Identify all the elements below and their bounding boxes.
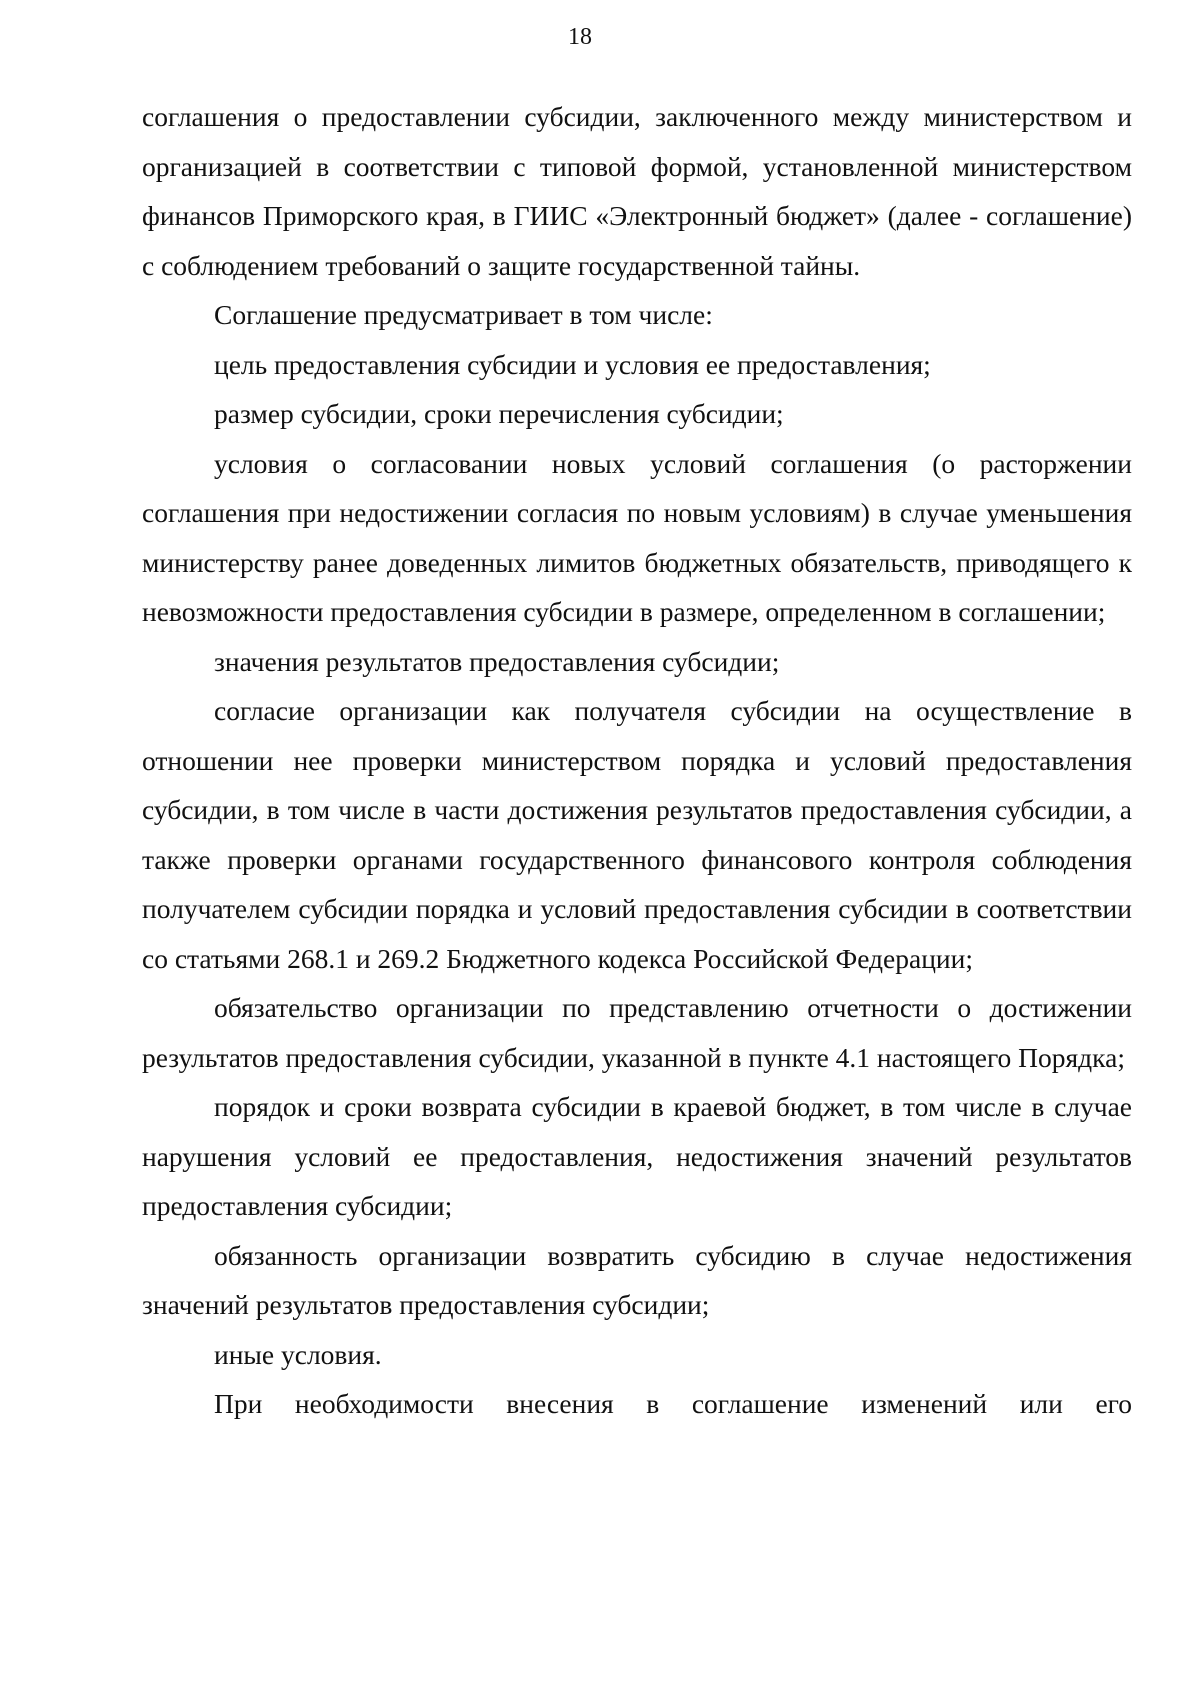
paragraph-agreement-provides: Соглашение предусматривает в том числе:: [214, 299, 713, 330]
paragraph-refund-procedure: порядок и сроки возврата субсидии в краевой бюджет, в том числе в случае нарушения условий ее предоставления, недостижения значений результатов предоставления субсидии;: [142, 1091, 1132, 1221]
paragraph-new-conditions: условия о согласовании новых условий соглашения (о расторжении соглашения при недостижении согласия по новым условиям) в случае уменьшения министерству ранее доведенных лимитов бюджетных обязательств, приводящего к невозможности предоставления субсидии в размере, определенном в соглашении;: [142, 447, 1132, 627]
paragraph-amendments: При необходимости внесения в соглашение изменений или его: [214, 1388, 1132, 1419]
paragraph-agreement-continuation: соглашения о предоставлении субсидии, заключенного между министерством и организацией в соответствии с типовой формой, установленной министерством финансов Приморского края, в ГИИС «Электронный бюджет» (далее - соглашение) с соблюдением требований о защите государственной тайны.: [142, 101, 1132, 281]
page-number: 18: [568, 24, 592, 50]
paragraph-inspection-consent: согласие организации как получателя субсидии на осуществление в отношении нее проверки министерством порядка и условий предоставления субсидии, в том числе в части достижения результатов предоставления субсидии, а также проверки органами государственного финансового контроля соблюдения получателем субсидии порядка и условий предоставления субсидии в соответствии со статьями 268.1 и 269.2 Бюджетного кодекса Российской Федерации;: [142, 695, 1132, 974]
paragraph-refund-duty: обязанность организации возвратить субсидию в случае недостижения значений результатов предоставления субсидии;: [142, 1239, 1132, 1320]
paragraph-reporting-obligation: обязательство организации по представлению отчетности о достижении результатов предоставления субсидии, указанной в пункте 4.1 настоящего Порядка;: [142, 992, 1132, 1073]
paragraph-subsidy-purpose: цель предоставления субсидии и условия ее предоставления;: [214, 348, 931, 380]
paragraph-other-conditions: иные условия.: [214, 1338, 382, 1370]
paragraph-result-values: значения результатов предоставления субсидии;: [214, 645, 780, 677]
document-body: [142, 92, 1132, 1429]
paragraph-subsidy-amount: размер субсидии, сроки перечисления субсидии;: [214, 398, 784, 429]
